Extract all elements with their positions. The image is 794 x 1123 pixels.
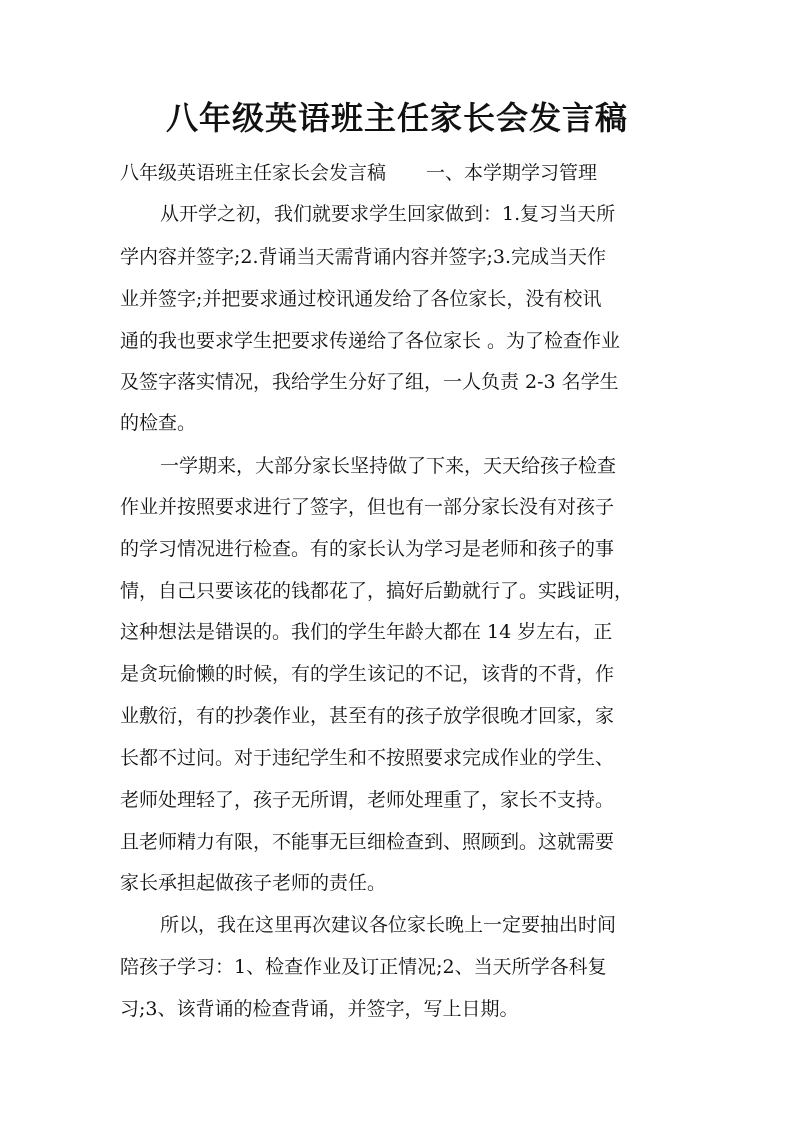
paragraph-1-line: 及签字落实情况，我给学生分好了组，一人负责 2-3 名学生 bbox=[120, 371, 619, 393]
paragraph-3-line: 所以，我在这里再次建议各位家长晚上一定要抽出时间 bbox=[160, 914, 617, 936]
paragraph-3-line: 习;3、该背诵的检查背诵，并签字，写上日期。 bbox=[120, 998, 519, 1020]
paragraph-2-line: 这种想法是错误的。我们的学生年龄大都在 14 岁左右，正 bbox=[120, 621, 613, 643]
paragraph-1-line: 从开学之初，我们就要求学生回家做到：1.复习当天所 bbox=[160, 203, 616, 225]
paragraph-2-line: 是贪玩偷懒的时候，有的学生该记的不记，该背的不背，作 bbox=[120, 663, 615, 685]
paragraph-1-line: 学内容并签字;2.背诵当天需背诵内容并签字;3.完成当天作 bbox=[120, 246, 607, 268]
paragraph-2-line: 的学习情况进行检查。有的家长认为学习是老师和孩子的事 bbox=[120, 538, 615, 560]
paragraph-2-line: 情，自己只要该花的钱都花了，搞好后勤就行了。实践证明， bbox=[120, 580, 634, 602]
paragraph-2-line: 长都不过问。对于违纪学生和不按照要求完成作业的学生、 bbox=[120, 747, 615, 769]
section-heading: 一、本学期学习管理 bbox=[426, 162, 598, 184]
paragraph-2-line: 且老师精力有限，不能事无巨细检查到、照顾到。这就需要 bbox=[120, 831, 615, 853]
subtitle-left: 八年级英语班主任家长会发言稿 bbox=[120, 162, 387, 184]
paragraph-2-line: 一学期来，大部分家长坚持做了下来，天天给孩子检查 bbox=[160, 455, 617, 477]
paragraph-2-line: 老师处理轻了，孩子无所谓，老师处理重了，家长不支持。 bbox=[120, 789, 615, 811]
subtitle-line bbox=[120, 158, 700, 188]
paragraph-2-line: 作业并按照要求进行了签字，但也有一部分家长没有对孩子 bbox=[120, 496, 615, 518]
paragraph-1-line: 通的我也要求学生把要求传递给了各位家长 。为了检查作业 bbox=[120, 330, 621, 352]
paragraph-2-line: 业敷衍，有的抄袭作业，甚至有的孩子放学很晚才回家，家 bbox=[120, 705, 615, 727]
document-title: 八年级英语班主任家长会发言稿 bbox=[165, 99, 628, 137]
paragraph-3-line: 陪孩子学习：1、检查作业及订正情况;2、当天所学各科复 bbox=[120, 956, 607, 978]
paragraph-1-line: 的检查。 bbox=[120, 412, 197, 434]
paragraph-1-line: 业并签字;并把要求通过校讯通发给了各位家长，没有校讯 bbox=[120, 288, 602, 310]
paragraph-2-line: 家长承担起做孩子老师的责任。 bbox=[120, 872, 387, 894]
